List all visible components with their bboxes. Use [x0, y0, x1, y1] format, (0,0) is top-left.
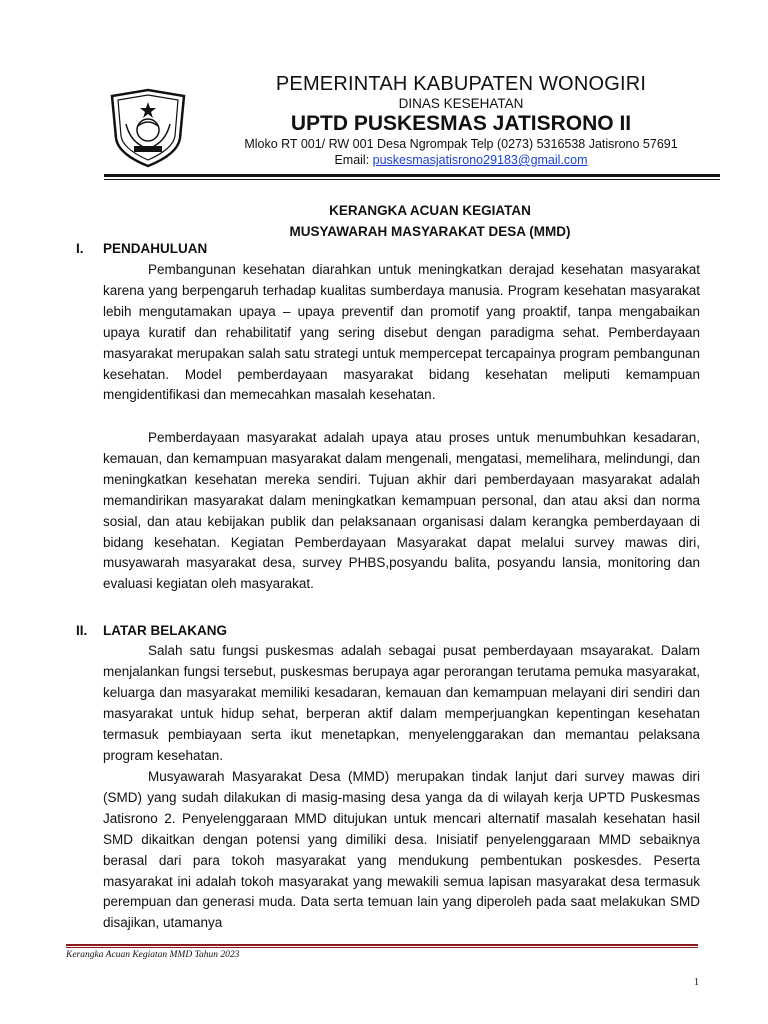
letterhead-address: Mloko RT 001/ RW 001 Desa Ngrompak Telp (0273) 5316538 Jatisrono 57691 [244, 137, 678, 151]
section-title: LATAR BELAKANG [103, 623, 227, 638]
letterhead-email-line [196, 152, 726, 168]
letterhead-department: DINAS KESEHATAN [398, 96, 524, 111]
letterhead-government: PEMERINTAH KABUPATEN WONOGIRI [275, 73, 647, 95]
letterhead [0, 0, 768, 180]
paragraph: Salah satu fungsi puskesmas adalah sebagai pusat pemberdayaan msayarakat. Dalam menjalankan fungsi tersebut, puskesmas berupaya agar perorangan terutama pemuka masyarakat, keluarga dan masyarakat memiliki kesadaran, kemauan dan kemampuan melayani diri sendiri dan masyarakat untuk hidup sehat, berperan aktif dalam memperjuangkan kepentingan kesehatan termasuk pembiayaan serta ikut menetapkan, menyelenggarakan dan memantau pelaksana program kesehatan. [103, 643, 700, 763]
footer-rule [66, 944, 698, 946]
paragraph: Musyawarah Masyarakat Desa (MMD) merupakan tindak lanjut dari survey mawas diri (SMD) yang sudah dilakukan di masig-masing desa yanga da di wilayah kerja UPTD Puskesmas Jatisrono 2. Penyelenggaraan MMD ditujukan untuk mencari alternatif masalah kesehatan hasil SMD dikaitkan dengan potensi yang dimiliki desa. Inisiatif penyelenggaraan MMD sebaiknya berasal dari para tokoh masyarakat yang mendukung pembentukan poskesdes. Peserta masyarakat ini adalah tokoh masyarakat yang mewakili semua lapisan masyarakat desa termasuk perempuan dan generasi muda. Data serta temuan lain yang diperoleh pada saat melakukan SMD disajikan, utamanya [103, 769, 700, 931]
paragraph: Pembangunan kesehatan diarahkan untuk meningkatkan derajad kesehatan masyarakat karena yang berpengaruh terhadap kualitas sumberdaya manusia. Program kesehatan masyarakat lebih mengutamakan upaya – upaya preventif dan promotif yang proaktif, tanpa mengabaikan upaya kuratif dan rehabilitatif yang sering disebut dengan paradigma sehat. Pemberdayaan masyarakat merupakan salah satu strategi untuk mempercepat tercapainya program pembangunan kesehatan. Model pemberdayaan masyarakat bidang kesehatan meliputi kemampuan mengidentifikasi dan memecahkan masalah kesehatan. [103, 262, 700, 403]
letterhead-rule-thick [104, 174, 720, 177]
section-title: PENDAHULUAN [103, 241, 208, 256]
letterhead-rule-thin [104, 179, 720, 180]
section-number: II. [76, 623, 88, 638]
footer-rule-thin [66, 947, 698, 948]
wonogiri-emblem-icon [108, 88, 188, 168]
page-number: 1 [694, 977, 699, 988]
document-title: KERANGKA ACUAN KEGIATAN [329, 203, 531, 218]
section-heading [76, 622, 227, 640]
paragraph: Pemberdayaan masyarakat adalah upaya atau proses untuk menumbuhkan kesadaran, kemauan, dan kemampuan masyarakat dalam mengenali, mengatasi, memelihara, melindungi, dan meningkatkan kesehatan mereka sendiri. Tujuan akhir dari pemberdayaan masyarakat adalah memandirikan masyarakat dalam meningkatkan kemampuan personal, dan atau aksi dan norma sosial, dan atau kebijakan publik dan pelaksanaan organisasi dalam kerangka pemberdayaan di bidang kesehatan. Kegiatan Pemberdayaan Masyarakat dapat melalui survey mawas diri, musyawarah masyarakat desa, survey PHBS,posyandu balita, posyandu lansia, monitoring dan evaluasi kegiatan oleh masyarakat. [103, 430, 700, 592]
document-titles [60, 200, 768, 242]
section-heading [76, 240, 207, 258]
footer-text: Kerangka Acuan Kegiatan MMD Tahun 2023 [66, 950, 240, 960]
email-label: Email: [334, 153, 373, 167]
document-subtitle: MUSYAWARAH MASYARAKAT DESA (MMD) [289, 224, 571, 239]
section-number: I. [76, 241, 84, 256]
email-link[interactable]: puskesmasjatisrono29183@gmail.com [372, 153, 588, 167]
letterhead-institution: UPTD PUSKESMAS JATISRONO II [290, 112, 632, 135]
